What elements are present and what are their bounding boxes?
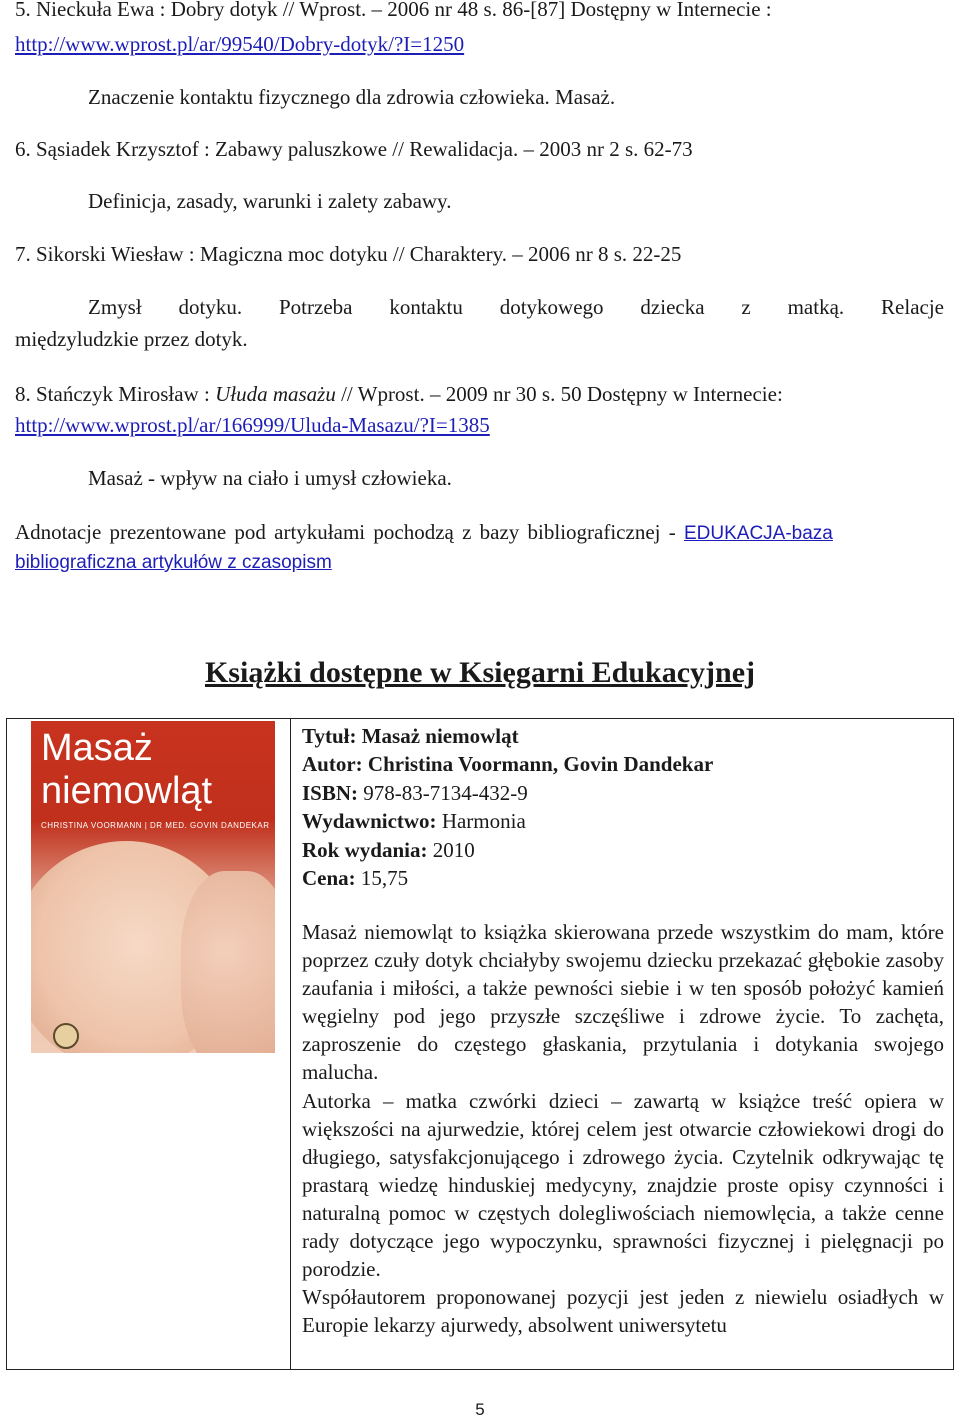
page-number: 5 [475,1400,485,1419]
isbn-label: ISBN: [302,780,359,805]
publisher-label: Wydawnictwo: [302,809,437,834]
description-paragraph: Autorka – matka czwórki dzieci – zawartą w książce treść opiera w większości na ajurwedzie, której celem jest otwarcie człowiekowi drogi do długiego, satysfakcjonującego i zdrowego życia. Czytelnik odkrywając tę prastarą wiedzę hinduskiej medycyny, znajdzie proste opisy czynności i naturalną pomoc w częstych dolegliwościach niemowlęcia, a także cenne rady dotyczące jego wypoczynku, sprawności fizycznej i pielęgnacji po porodzie. [302,1088,944,1282]
cover-hand-photo [181,871,275,1053]
book-year-row [302,836,713,864]
ref-7-citation: 7. Sikorski Wiesław : Magiczna moc dotyku // Charaktery. – 2006 nr 8 s. 22-25 [15,242,682,266]
price-value: 15,75 [360,866,409,891]
cover-authors: CHRISTINA VOORMANN | DR MED. GOVIN DANDEKAR [41,821,270,830]
cover-title-line1: Masaż [41,727,153,769]
title-label: Tytuł: [302,724,357,748]
year-value: 2010 [432,837,475,862]
author-label: Autor: [302,752,363,777]
ref-6-annotation: Definicja, zasady, warunki i zalety zabawy. [88,189,452,213]
edukacja-database-link[interactable]: EDUKACJA-baza [683,523,833,544]
isbn-value: 978-83-7134-432-9 [363,780,528,805]
ref-8-author: 8. Stańczyk Mirosław : [15,382,216,406]
ref-8-source: // Wprost. – 2009 nr 30 s. 50 Dostępny w Internecie: [335,382,783,406]
publisher-value: Harmonia [441,809,526,834]
ref-8-citation [15,382,783,407]
annotation-source-text: Adnotacje prezentowane pod artykułami pochodzą z bazy bibliograficznej - [15,520,676,544]
book-publisher-row [302,807,713,835]
ref-6-citation: 6. Sąsiadek Krzysztof : Zabawy paluszkowe // Rewalidacja. – 2003 nr 2 s. 62-73 [15,137,693,161]
ref-5-link[interactable]: http://www.wprost.pl/ar/99540/Dobry-dotyk/?I=1250 [15,32,465,56]
ref-7-annotation-line1: Zmysł dotyku. Potrzeba kontaktu dotykowego dziecka z matką. Relacje [88,295,944,319]
column-divider [290,719,291,1369]
book-price-row [302,864,713,892]
edukacja-database-link-cont[interactable]: bibliograficzna artykułów z czasopism [15,552,332,573]
book-isbn-row [302,779,713,807]
ref-8-title: Ułuda masażu [215,382,336,406]
title-value: Masaż niemowląt [361,724,519,748]
section-heading: Książki dostępne w Księgarni Edukacyjnej [204,656,756,689]
description-paragraph: Masaż niemowląt to książka skierowana przede wszystkim do mam, które poprzez czuły dotyk chciałyby swojemu dziecku przekazać głębokie zasoby zaufania i miłości, a także pewności siebie i w ten sposób położyć kamień węgielny pod jego przyszłe szczęśliwe i zdrowe życie. To zachęta, zaproszenie do częstego głaskania, przytulania i dotykania swojego malucha. [302,920,944,1085]
description-paragraph: Współautorem proponowanej pozycji jest jeden z niewielu osiadłych w Europie lekarzy ajurwedy, absolwent uniwersytetu [302,1285,944,1338]
cover-title [41,727,212,813]
price-label: Cena: [302,866,356,891]
ref-7-annotation-line2: międzyludzkie przez dotyk. [15,327,248,351]
year-label: Rok wydania: [302,837,428,862]
book-metadata [302,722,713,892]
author-value: Christina Voormann, Govin Dandekar [367,752,714,777]
publisher-logo-icon [53,1023,79,1049]
ref-8-annotation: Masaż - wpływ na ciało i umysł człowieka. [88,466,452,490]
book-title-row [302,722,713,750]
ref-5-citation: 5. Nieckuła Ewa : Dobry dotyk // Wprost. – 2006 nr 48 s. 86-[87] Dostępny w Internecie : [15,0,772,21]
book-author-row [302,750,713,778]
annotation-source-note [15,520,833,545]
ref-5-annotation: Znaczenie kontaktu fizycznego dla zdrowia człowieka. Masaż. [88,85,616,109]
book-cover-image [31,721,275,1053]
book-description [302,918,944,1339]
cover-title-line2: niemowląt [41,770,213,812]
ref-8-link[interactable]: http://www.wprost.pl/ar/166999/Uluda-Masazu/?I=1385 [15,413,490,437]
